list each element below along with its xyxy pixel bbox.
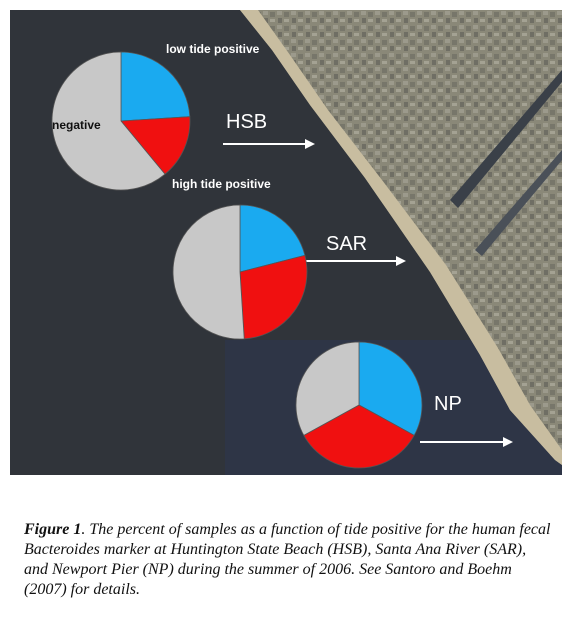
figure-caption-text: . The percent of samples as a function of tide positive for the human fecal Bacteroides marker at Huntington State Beach (HSB), Santa Ana River (SAR), and Newport Pier (NP) during the summer of 2006. See Santoro and Boehm (2007) for details. bbox=[24, 521, 551, 598]
low-tide-positive-label: low tide positive bbox=[166, 42, 260, 56]
high-tide-positive-label: high tide positive bbox=[172, 177, 271, 191]
figure-caption-label: Figure 1 bbox=[24, 521, 82, 538]
figure-image bbox=[10, 10, 562, 475]
pie-sar bbox=[173, 205, 307, 339]
pie-chart-map bbox=[10, 10, 562, 475]
negative-label: negative bbox=[52, 118, 101, 132]
site-label-hsb: HSB bbox=[226, 111, 268, 133]
pie-np bbox=[296, 342, 422, 468]
site-label-np: NP bbox=[434, 393, 462, 415]
figure-caption bbox=[24, 520, 554, 600]
site-label-sar: SAR bbox=[326, 233, 368, 255]
